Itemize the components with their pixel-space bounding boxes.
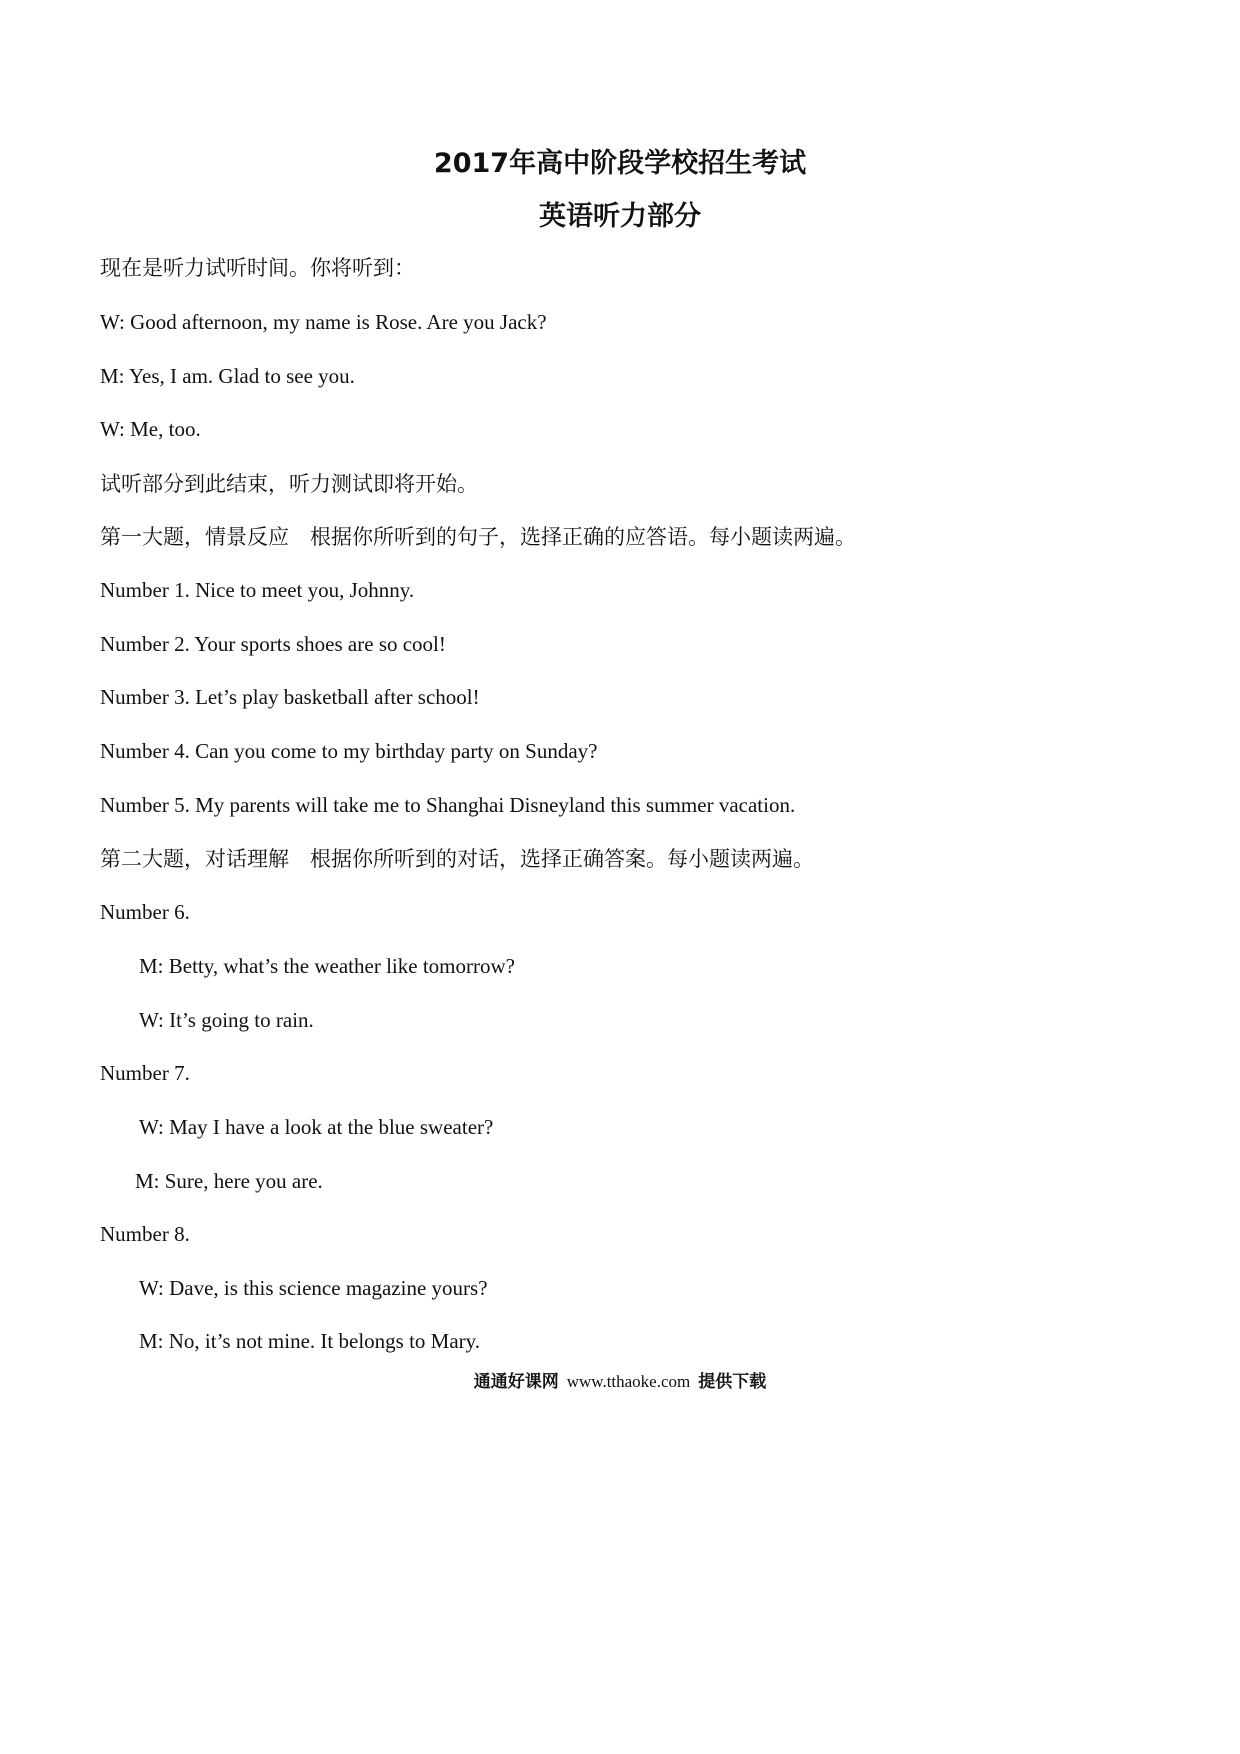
trial-end: 试听部分到此结束，听力测试即将开始。: [100, 472, 478, 496]
page-footer: [0, 1373, 1240, 1391]
trial-intro: 现在是听力试听时间。你将听到：: [100, 256, 415, 280]
part2-heading: 第二大题，对话理解 根据你所听到的对话，选择正确答案。每小题读两遍。: [100, 847, 814, 871]
question-item: Number 1. Nice to meet you, Johnny.: [100, 578, 415, 602]
dialogue-line: W: It’s going to rain.: [139, 1008, 314, 1032]
dialogue-line: M: Betty, what’s the weather like tomorrow?: [139, 954, 515, 978]
trial-line: W: Good afternoon, my name is Rose. Are you Jack?: [100, 310, 547, 334]
dialogue-number: Number 8.: [100, 1222, 190, 1246]
trial-line: M: Yes, I am. Glad to see you.: [100, 364, 355, 388]
footer-suffix: 提供下载: [698, 1372, 767, 1392]
dialogue-line: M: No, it’s not mine. It belongs to Mary.: [139, 1329, 481, 1353]
dialogue-number: Number 7.: [100, 1061, 190, 1085]
question-item: Number 4. Can you come to my birthday party on Sunday?: [100, 739, 598, 763]
page-subtitle: 英语听力部分: [539, 201, 701, 232]
dialogue-line: M: Sure, here you are.: [135, 1169, 323, 1193]
footer-site-name: 通通好课网: [473, 1372, 559, 1392]
question-item: Number 2. Your sports shoes are so cool!: [100, 632, 446, 656]
page-title: 2017年高中阶段学校招生考试: [433, 148, 807, 179]
trial-line: W: Me, too.: [100, 417, 201, 441]
question-item: Number 5. My parents will take me to Shanghai Disneyland this summer vacation.: [100, 793, 796, 817]
part1-heading: 第一大题，情景反应 根据你所听到的句子，选择正确的应答语。每小题读两遍。: [100, 525, 856, 549]
dialogue-line: W: Dave, is this science magazine yours?: [139, 1276, 488, 1300]
footer-url[interactable]: www.tthaoke.com: [566, 1372, 691, 1391]
dialogue-line: W: May I have a look at the blue sweater?: [139, 1115, 494, 1139]
dialogue-number: Number 6.: [100, 900, 190, 924]
question-item: Number 3. Let’s play basketball after school!: [100, 685, 480, 709]
